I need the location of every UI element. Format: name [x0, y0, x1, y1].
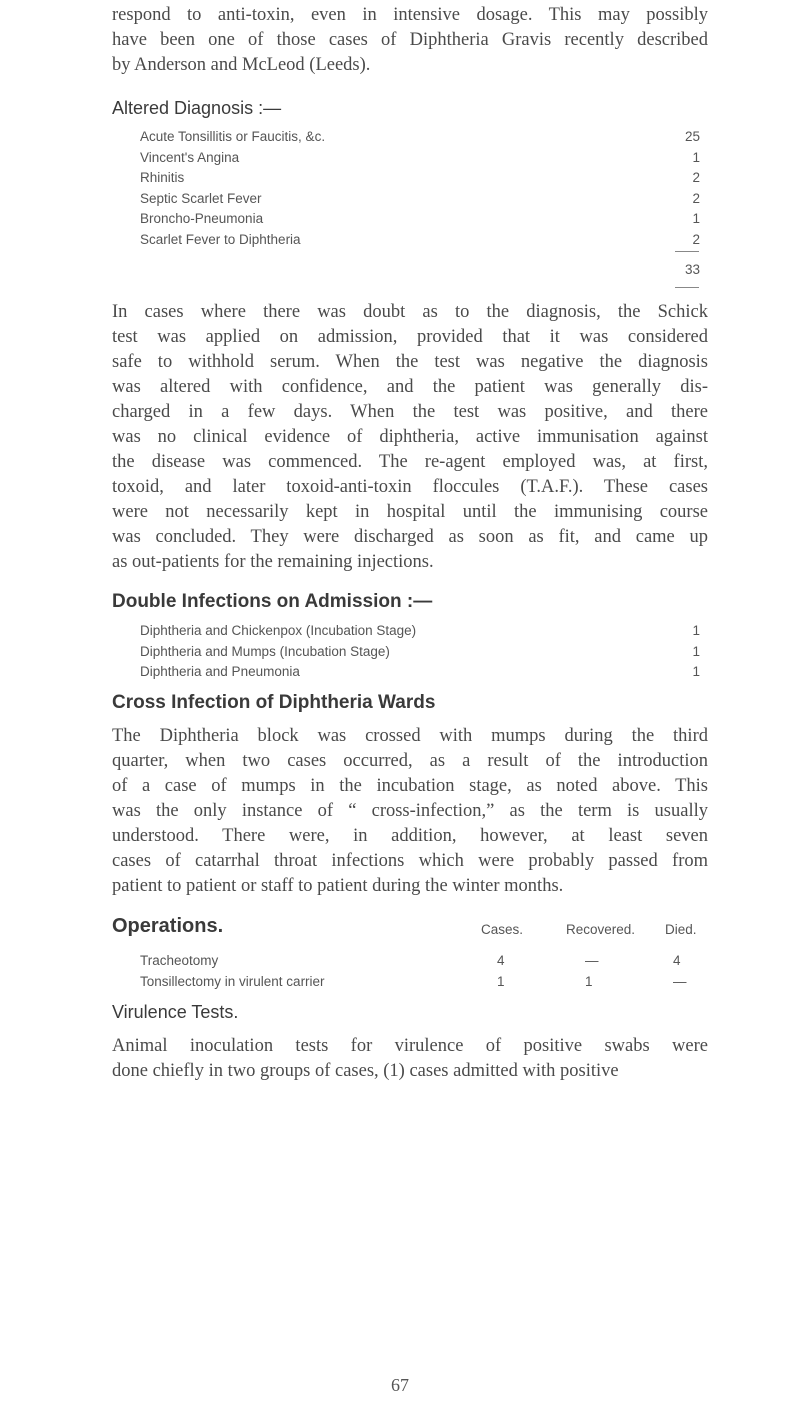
altered-diagnosis-list	[140, 129, 700, 252]
text-line: cases of catarrhal throat infections which were probably passed from	[112, 851, 708, 871]
operation-name: Tracheotomy	[140, 953, 219, 968]
text-line: by Anderson and McLeod (Leeds).	[112, 55, 371, 75]
list-item	[140, 232, 700, 253]
cases-value: 1	[497, 974, 505, 989]
text-line: Animal inoculation tests for virulence of positive swabs were	[112, 1036, 708, 1056]
text-line: was altered with confidence, and the patient was generally dis-	[112, 377, 708, 397]
table-row	[140, 974, 700, 994]
list-item	[140, 129, 700, 150]
text-line: was concluded. They were discharged as soon as fit, and came up	[112, 527, 708, 547]
text-line: test was applied on admission, provided that it was considered	[112, 327, 708, 347]
intro-paragraph	[112, 3, 708, 78]
total-rule	[675, 251, 699, 252]
list-item-value: 1	[692, 623, 700, 638]
list-item	[140, 623, 700, 644]
list-item-label: Broncho-Pneumonia	[140, 211, 264, 226]
cases-value: 4	[497, 953, 505, 968]
text-line: In cases where there was doubt as to the diagnosis, the Schick	[112, 302, 708, 322]
altered-diagnosis-heading: Altered Diagnosis :—	[112, 98, 282, 118]
list-item	[140, 211, 700, 232]
double-infections-heading: Double Infections on Admission :—	[112, 591, 433, 612]
cross-infection-paragraph	[112, 724, 708, 899]
text-line: was the only instance of “ cross-infection,” as the term is usually	[112, 801, 708, 821]
total-rule-bottom	[675, 287, 699, 288]
text-line: of a case of mumps in the incubation stage, as noted above. This	[112, 776, 708, 796]
died-value: —	[673, 974, 687, 989]
total-value: 33	[684, 262, 700, 277]
schick-paragraph	[112, 300, 708, 575]
list-item-value: 2	[692, 170, 700, 185]
list-item	[140, 191, 700, 212]
text-line: toxoid, and later toxoid-anti-toxin floccules (T.A.F.). These cases	[112, 477, 708, 497]
double-infections-list	[140, 623, 700, 685]
list-item-label: Vincent's Angina	[140, 149, 240, 165]
text-line: understood. There were, in addition, however, at least seven	[112, 826, 708, 846]
text-line: charged in a few days. When the test was positive, and there	[112, 402, 708, 422]
list-item	[140, 664, 700, 685]
list-item	[140, 644, 700, 665]
text-line: were not necessarily kept in hospital until the immunising course	[112, 502, 708, 522]
operations-heading: Operations.	[112, 915, 224, 937]
col-cases: Cases.	[481, 922, 524, 937]
list-item	[140, 170, 700, 191]
list-item-label: Acute Tonsillitis or Faucitis, &c.	[140, 129, 326, 144]
cross-infection-heading: Cross Infection of Diphtheria Wards	[112, 692, 436, 713]
col-died: Died.	[665, 922, 697, 937]
operation-name: Tonsillectomy in virulent carrier	[140, 974, 325, 989]
table-row	[140, 953, 700, 973]
text-line: safe to withhold serum. When the test was negative the diagnosis	[112, 352, 708, 372]
text-line: done chiefly in two groups of cases, (1) cases admitted with positive	[112, 1061, 619, 1081]
text-line: quarter, when two cases occurred, as a result of the introduction	[112, 751, 708, 771]
text-line: as out-patients for the remaining injections.	[112, 552, 434, 572]
list-item-value: 25	[684, 129, 700, 144]
col-recovered: Recovered.	[566, 922, 636, 937]
text-line: have been one of those cases of Diphtheria Gravis recently described	[112, 30, 708, 50]
list-item-label: Rhinitis	[140, 170, 185, 185]
list-item-value: 2	[692, 190, 700, 206]
list-item-label: Septic Scarlet Fever	[140, 190, 262, 206]
list-item	[140, 150, 700, 171]
died-value: 4	[673, 953, 681, 968]
text-line: the disease was commenced. The re-agent employed was, at first,	[112, 452, 708, 472]
list-item-label: Diphtheria and Pneumonia	[140, 664, 300, 679]
list-item-value: 1	[692, 149, 700, 165]
recovered-value: —	[585, 953, 599, 968]
virulence-paragraph	[112, 1034, 708, 1084]
list-item-label: Diphtheria and Mumps (Incubation Stage)	[140, 643, 390, 659]
recovered-value: 1	[585, 974, 593, 989]
list-item-value: 1	[692, 211, 700, 226]
text-line: The Diphtheria block was crossed with mumps during the third	[112, 726, 708, 746]
list-item-value: 1	[692, 664, 700, 679]
altered-diagnosis-total	[640, 262, 700, 277]
text-line: patient to patient or staff to patient during the winter months.	[112, 876, 564, 896]
text-line: respond to anti-toxin, even in intensive dosage. This may possibly	[112, 5, 708, 25]
virulence-heading: Virulence Tests.	[112, 1002, 239, 1022]
page-number: 67	[391, 1375, 409, 1395]
list-item-value: 2	[692, 231, 700, 247]
list-item-label: Diphtheria and Chickenpox (Incubation Stage)	[140, 623, 417, 638]
list-item-label: Scarlet Fever to Diphtheria	[140, 231, 301, 247]
text-line: was no clinical evidence of diphtheria, active immunisation against	[112, 427, 708, 447]
list-item-value: 1	[692, 643, 700, 659]
